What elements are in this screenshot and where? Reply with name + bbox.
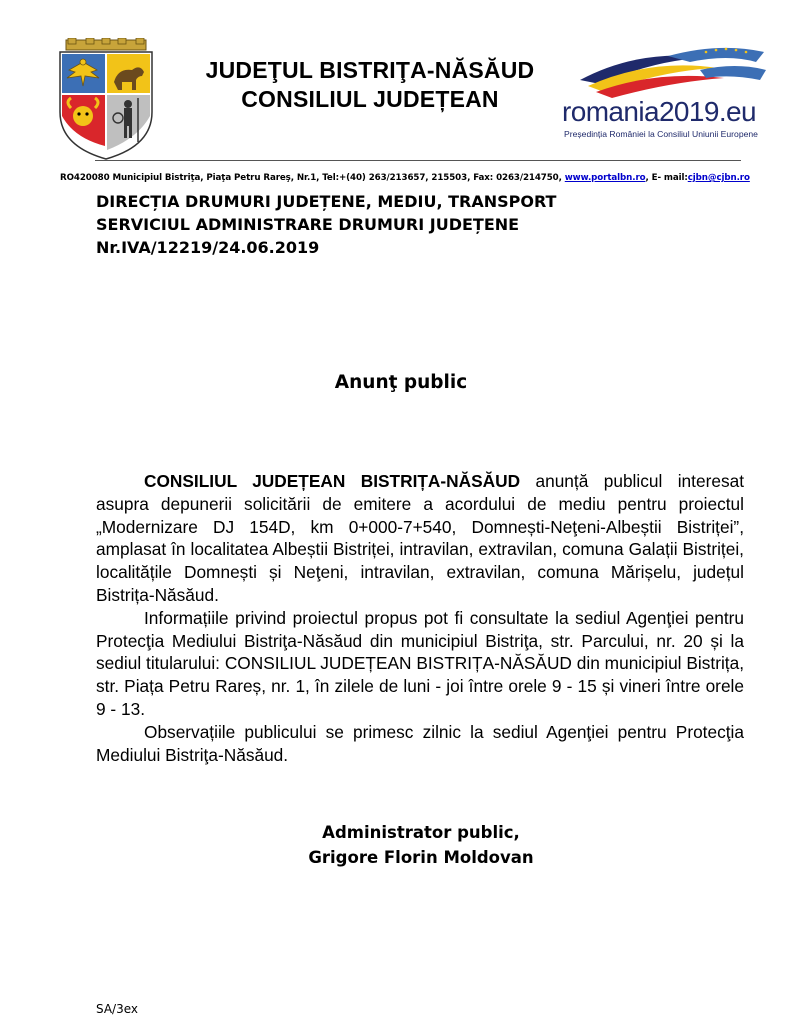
address-text: RO420080 Municipiul Bistriţa, Piaţa Petru Rareş, Nr.1, Tel:+(40) 263/213657, 215503, Fax: 0263/214750, xyxy=(60,173,565,183)
notice-body xyxy=(96,470,744,766)
signatory-title: Administrator public, xyxy=(322,823,520,842)
email-label: , E- mail: xyxy=(645,173,688,183)
footer-note: SA/3ex xyxy=(96,1002,138,1016)
paragraph-observations: Observațiile publicului se primesc zilnic la sediul Agenţiei pentru Protecţia Mediului Bistriţa-Năsăud. xyxy=(96,721,744,765)
council-name-bold: CONSILIUL JUDEȚEAN BISTRIȚA-NĂSĂUD xyxy=(144,471,521,491)
signature-block xyxy=(0,820,802,870)
contact-address-line xyxy=(60,173,765,183)
logo-subtitle: Președinția României la Consiliul Uniunii Europene xyxy=(564,129,758,139)
announcement-text: anunță publicul interesat asupra depunerii solicitării de emitere a acordului de mediu pentru proiectul „Modernizare DJ 154D, km 0+000-7+540, Domnești-Neţeni-Albeștii Bistriței”, amplasat în localitatea Albeștii Bistriței, intravilan, extravilan, comuna Galații Bistriței, localitățile Domnești și Neţeni, intravilan, extravilan, comuna Mărișelu, județul Bistrița-Năsăud. xyxy=(96,471,744,605)
email-link[interactable]: cjbn@cjbn.ro xyxy=(687,173,750,183)
logo-wordmark: romania2019.eu xyxy=(562,96,756,127)
header-divider xyxy=(95,160,741,161)
signatory-name: Grigore Florin Moldovan xyxy=(308,848,534,867)
service-name: SERVICIUL ADMINISTRARE DRUMURI JUDEȚENE xyxy=(96,215,520,234)
department-name: DIRECȚIA DRUMURI JUDEȚENE, MEDIU, TRANSPORT xyxy=(96,192,557,211)
paragraph-information: Informațiile privind proiectul propus pot fi consultate la sediul Agenţiei pentru Protecţia Mediului Bistriţa-Năsăud din municipiul Bistriţa, str. Parcului, nr. 20 și la sediul titularului: CONSILIUL JUDEȚEAN BISTRIȚA-NĂSĂUD din municipiul Bistrița, str. Piața Petru Rareș, nr. 1, în zilele de luni - joi între orele 9 - 15 și vineri între orele 9 - 13. xyxy=(96,607,744,719)
paragraph-announcement xyxy=(96,470,744,607)
notice-heading: Anunţ public xyxy=(334,372,468,393)
website-link[interactable]: www.portalbn.ro xyxy=(564,173,646,183)
reference-number: Nr.IVA/12219/24.06.2019 xyxy=(96,238,320,257)
department-block xyxy=(96,190,556,259)
council-title-block xyxy=(160,56,580,114)
county-name: JUDEŢUL BISTRIŢA-NĂSĂUD xyxy=(205,57,535,83)
coat-of-arms-icon xyxy=(54,38,158,160)
council-name: CONSILIUL JUDEȚEAN xyxy=(241,86,499,112)
